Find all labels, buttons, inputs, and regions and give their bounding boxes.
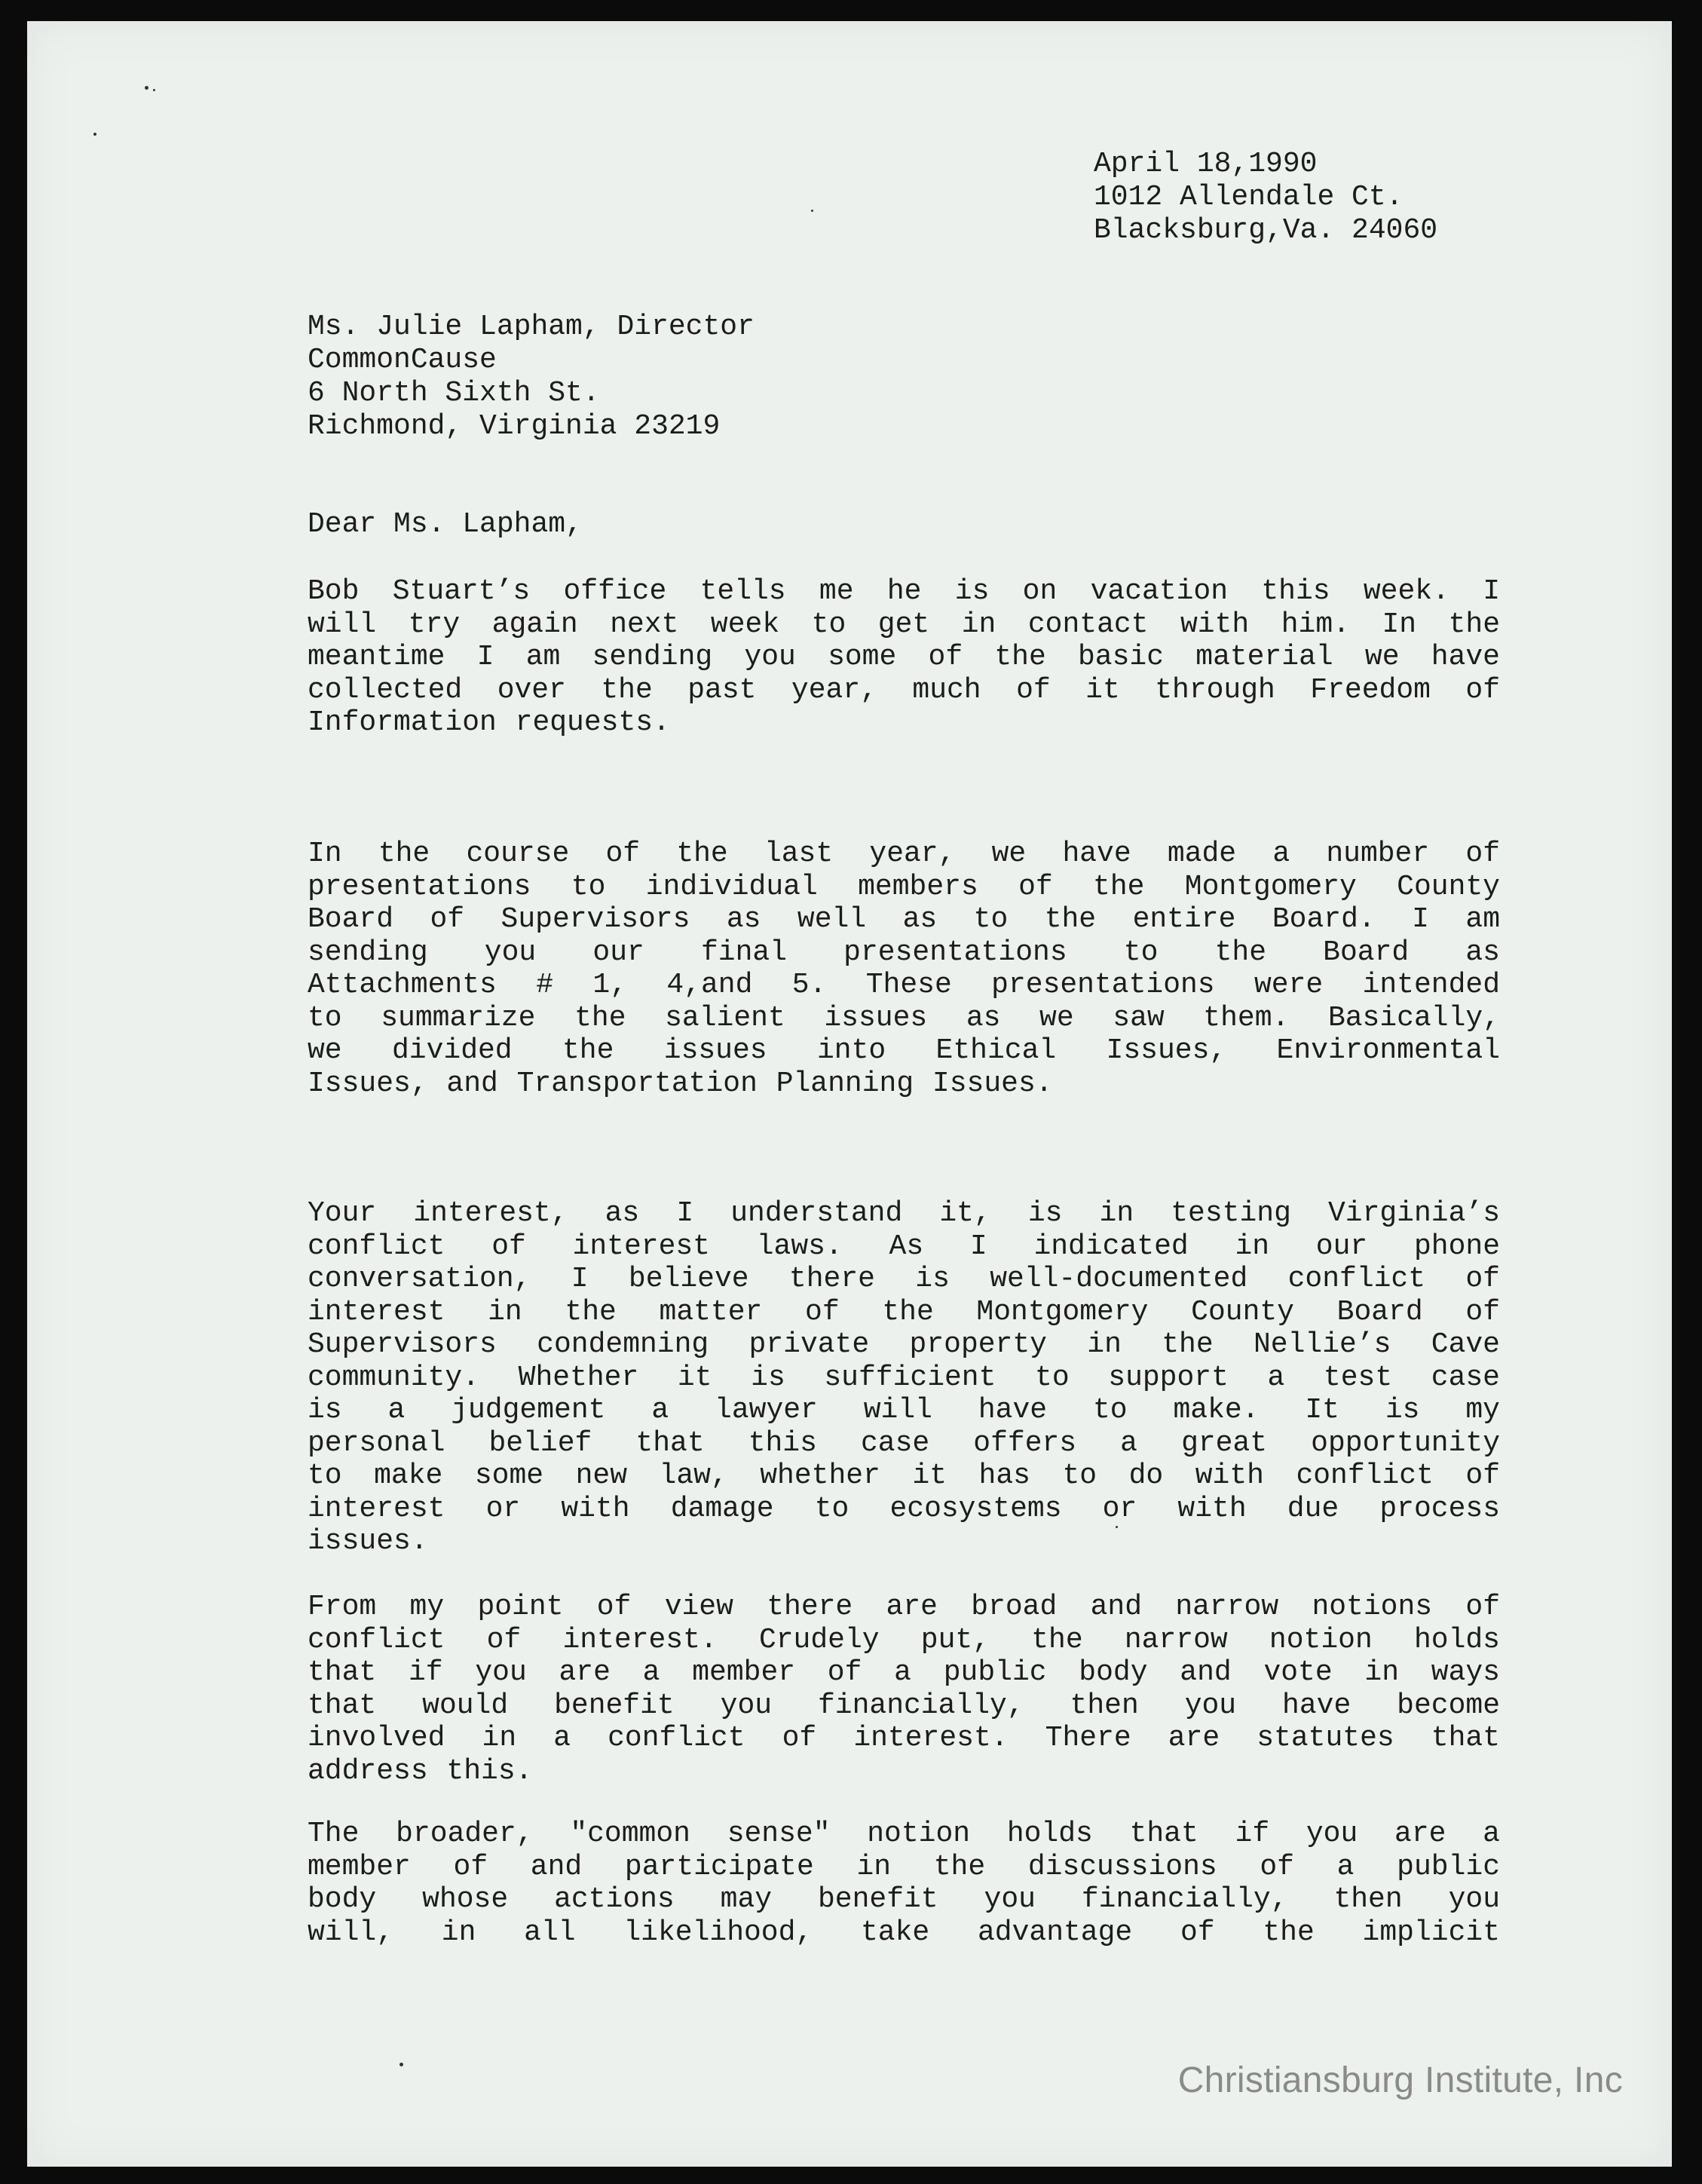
paragraph-line: In the course of the last year, we have made a number of (308, 838, 1500, 870)
paragraph-line: interest or with damage to ecosystems or with due process (308, 1492, 1500, 1525)
salutation: Dear Ms. Lapham, (308, 508, 583, 541)
inside-address (308, 311, 755, 443)
paragraph-line: sending you our final presentations to the Board as (308, 936, 1500, 969)
paragraph-line: presentations to individual members of the Montgomery County (308, 870, 1500, 903)
paragraph-line: Bob Stuart’s office tells me he is on vacation this week. I (308, 575, 1500, 608)
paper-speck (153, 89, 155, 91)
paragraph-line: to make some new law, whether it has to do with conflict of (308, 1460, 1500, 1492)
paragraph-line: address this. (308, 1754, 533, 1787)
paper-speck (399, 2063, 403, 2066)
recipient-street: 6 North Sixth St. (308, 377, 600, 409)
paragraph-line: personal belief that this case offers a great opportunity (308, 1426, 1500, 1460)
paragraph-line: interest in the matter of the Montgomery County Board of (308, 1295, 1500, 1328)
paragraph-line: Attachments # 1, 4,and 5. These presentations were intended (308, 969, 1500, 1001)
paragraph-line: collected over the past year, much of it through Freedom of (308, 673, 1500, 706)
paragraph-line: Supervisors condemning private property in the Nellie’s Cave (308, 1328, 1500, 1361)
paragraph-line: involved in a conflict of interest. There are statutes that (308, 1722, 1500, 1754)
watermark: Christiansburg Institute, Inc (1177, 2060, 1623, 2100)
paragraph-3 (308, 1197, 1500, 1558)
paragraph-line: body whose actions may benefit you financially, then you (308, 1883, 1500, 1916)
paragraph-line: Issues, and Transportation Planning Issues. (308, 1067, 1053, 1100)
paragraph-line: issues. (308, 1525, 428, 1558)
paragraph-5 (308, 1818, 1500, 1949)
paragraph-line: meantime I am sending you some of the basic material we have (308, 641, 1500, 673)
paper-speck (93, 133, 96, 136)
paragraph-line: The broader, "common sense" notion holds that if you are a (308, 1818, 1500, 1850)
paragraph-line: From my point of view there are broad and narrow notions of (308, 1591, 1500, 1623)
recipient-organization: CommonCause (308, 344, 497, 376)
paragraph-line: Information requests. (308, 706, 670, 739)
paragraph-line: that if you are a member of a public body and vote in ways (308, 1656, 1500, 1689)
paragraph-line: conflict of interest. Crudely put, the narrow notion holds (308, 1623, 1500, 1656)
paragraph-line: conversation, I believe there is well-documented conflict of (308, 1263, 1500, 1295)
paragraph-4 (308, 1591, 1500, 1787)
paragraph-line: community. Whether it is sufficient to support a test case (308, 1361, 1500, 1394)
paragraph-2 (308, 838, 1500, 1100)
recipient-name: Ms. Julie Lapham, Director (308, 311, 755, 343)
paragraph-line: that would benefit you financially, then you have become (308, 1689, 1500, 1722)
paper-speck (811, 210, 813, 212)
sender-city: Blacksburg,Va. 24060 (1094, 214, 1438, 247)
letter-date: April 18,1990 (1094, 148, 1318, 180)
paragraph-line: Your interest, as I understand it, is in testing Virginia’s (308, 1197, 1500, 1230)
sender-street: 1012 Allendale Ct. (1094, 181, 1404, 213)
paragraph-line: is a judgement a lawyer will have to make. It is my (308, 1394, 1500, 1426)
paragraph-line: will try again next week to get in contact with him. In the (308, 608, 1500, 641)
paragraph-line: Board of Supervisors as well as to the entire Board. I am (308, 903, 1500, 936)
paper-speck (1116, 1526, 1118, 1528)
paragraph-line: conflict of interest laws. As I indicated in our phone (308, 1230, 1500, 1263)
paragraph-1 (308, 575, 1500, 740)
paragraph-line: to summarize the salient issues as we saw them. Basically, (308, 1001, 1500, 1034)
paragraph-line: will, in all likelihood, take advantage of the implicit (308, 1916, 1500, 1949)
paragraph-line: member of and participate in the discussions of a public (308, 1850, 1500, 1883)
paper-speck (145, 86, 148, 90)
paragraph-line: we divided the issues into Ethical Issues, Environmental (308, 1034, 1500, 1067)
return-address (1094, 148, 1437, 247)
letter-page (27, 21, 1672, 2167)
recipient-city: Richmond, Virginia 23219 (308, 410, 721, 443)
